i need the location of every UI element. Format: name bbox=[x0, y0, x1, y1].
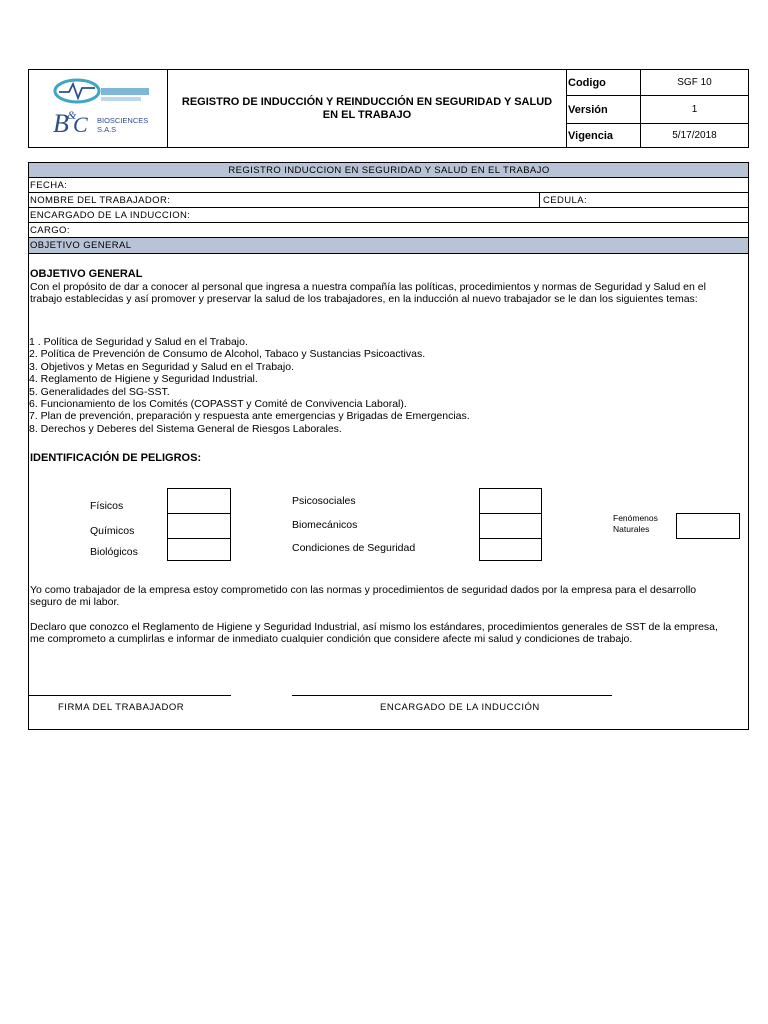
trabajador-row bbox=[29, 193, 748, 208]
codigo-label: Codigo bbox=[568, 76, 606, 89]
svg-text:&: & bbox=[67, 108, 77, 122]
fisicos-label: Físicos bbox=[90, 500, 124, 512]
firma-encargado-label: ENCARGADO DE LA INDUCCIÓN bbox=[380, 702, 540, 713]
objetivo-text-line2: trabajo establecidas y así promover y preservar la salud de los trabajadores, en la inducción al nuevo trabajador se le dan los siguientes temas: bbox=[30, 293, 698, 305]
objetivo-text-line1: Con el propósito de dar a conocer al personal que ingresa a nuestra compañía las políticas, procedimientos y normas de Seguridad y Salud en el bbox=[30, 281, 706, 293]
biologicos-checkbox[interactable] bbox=[167, 538, 231, 561]
version-label: Versión bbox=[568, 103, 608, 116]
quimicos-label: Químicos bbox=[90, 525, 135, 537]
biomecanicos-label: Biomecánicos bbox=[292, 519, 358, 531]
document-header bbox=[28, 69, 749, 148]
version-value: 1 bbox=[640, 96, 748, 123]
tema-item: 5. Generalidades del SG-SST. bbox=[29, 385, 170, 398]
fenomenos-checkbox[interactable] bbox=[676, 513, 740, 539]
condiciones-label: Condiciones de Seguridad bbox=[292, 542, 416, 554]
objetivo-bar: OBJETIVO GENERAL bbox=[29, 238, 748, 254]
declaracion-1-line2: seguro de mi labor. bbox=[30, 596, 120, 608]
condiciones-checkbox[interactable] bbox=[479, 538, 542, 561]
psicosociales-checkbox[interactable] bbox=[479, 488, 542, 514]
declaracion-1-line1: Yo como trabajador de la empresa estoy comprometido con las normas y procedimientos de seguridad dados por la empresa para el desarrollo bbox=[30, 584, 697, 596]
biologicos-label: Biológicos bbox=[90, 546, 138, 558]
tema-item: 4. Reglamento de Higiene y Seguridad Industrial. bbox=[29, 373, 258, 386]
firma-encargado-line[interactable] bbox=[292, 695, 612, 696]
quimicos-checkbox[interactable] bbox=[167, 513, 231, 539]
section-title-bar: REGISTRO INDUCCION EN SEGURIDAD Y SALUD EN EL TRABAJO bbox=[29, 163, 748, 178]
tema-item: 8. Derechos y Deberes del Sistema General de Riesgos Laborales. bbox=[29, 422, 342, 435]
fenomenos-label-line1: Fenómenos bbox=[613, 513, 658, 523]
tema-item: 2. Política de Prevención de Consumo de Alcohol, Tabaco y Sustancias Psicoactivas. bbox=[29, 348, 426, 361]
cargo-field[interactable]: CARGO: bbox=[29, 223, 748, 238]
vigencia-label: Vigencia bbox=[568, 129, 614, 142]
declaracion-2-line1: Declaro que conozco el Reglamento de Higiene y Seguridad Industrial, así mismo los estándares, procedimientos generales de SST de la empresa, bbox=[30, 621, 718, 633]
svg-text:C: C bbox=[73, 112, 88, 137]
fecha-field[interactable]: FECHA: bbox=[29, 178, 748, 193]
codigo-value: SGF 10 bbox=[640, 70, 748, 95]
psicosociales-label: Psicosociales bbox=[292, 495, 356, 507]
peligros-heading: IDENTIFICACIÓN DE PELIGROS: bbox=[30, 452, 202, 464]
declaracion-2-line2: me comprometo a cumplirlas e informar de inmediato cualquier condición que considere afecte mi salud y condiciones de trabajo. bbox=[30, 633, 633, 645]
meta-row-version bbox=[567, 96, 748, 124]
logo-cell bbox=[29, 70, 167, 147]
biomecanicos-checkbox[interactable] bbox=[479, 513, 542, 539]
objetivo-heading: OBJETIVO GENERAL bbox=[30, 268, 143, 280]
tema-item: 6. Funcionamiento de los Comités (COPASST y Comité de Convivencia Laboral). bbox=[29, 398, 407, 411]
meta-row-codigo bbox=[567, 70, 748, 96]
cedula-field[interactable]: CEDULA: bbox=[539, 193, 587, 207]
fisicos-checkbox[interactable] bbox=[167, 488, 231, 514]
tema-item: 3. Objetivos y Metas en Seguridad y Salud en el Trabajo. bbox=[29, 360, 294, 373]
trabajador-field[interactable]: NOMBRE DEL TRABAJADOR: bbox=[30, 194, 171, 206]
tema-item: 1 . Política de Seguridad y Salud en el Trabajo. bbox=[29, 336, 248, 348]
firma-trabajador-label: FIRMA DEL TRABAJADOR bbox=[58, 702, 185, 713]
meta-row-vigencia bbox=[567, 124, 748, 147]
temas-list bbox=[29, 336, 470, 435]
firma-trabajador-line[interactable] bbox=[29, 695, 231, 696]
tema-item: 7. Plan de prevención, preparación y respuesta ante emergencias y Brigadas de Emergencias. bbox=[29, 410, 470, 423]
logo-company-name: BIOSCIENCES S.A.S bbox=[97, 116, 149, 134]
vigencia-value: 5/17/2018 bbox=[640, 124, 748, 147]
induction-form bbox=[28, 162, 749, 730]
fenomenos-label-line2: Naturales bbox=[613, 524, 650, 534]
encargado-field[interactable]: ENCARGADO DE LA INDUCCION: bbox=[29, 208, 748, 223]
document-title: REGISTRO DE INDUCCIÓN Y REINDUCCIÓN EN SEGURIDAD Y SALUD EN EL TRABAJO bbox=[167, 70, 567, 147]
svg-text:B: B bbox=[53, 109, 69, 138]
